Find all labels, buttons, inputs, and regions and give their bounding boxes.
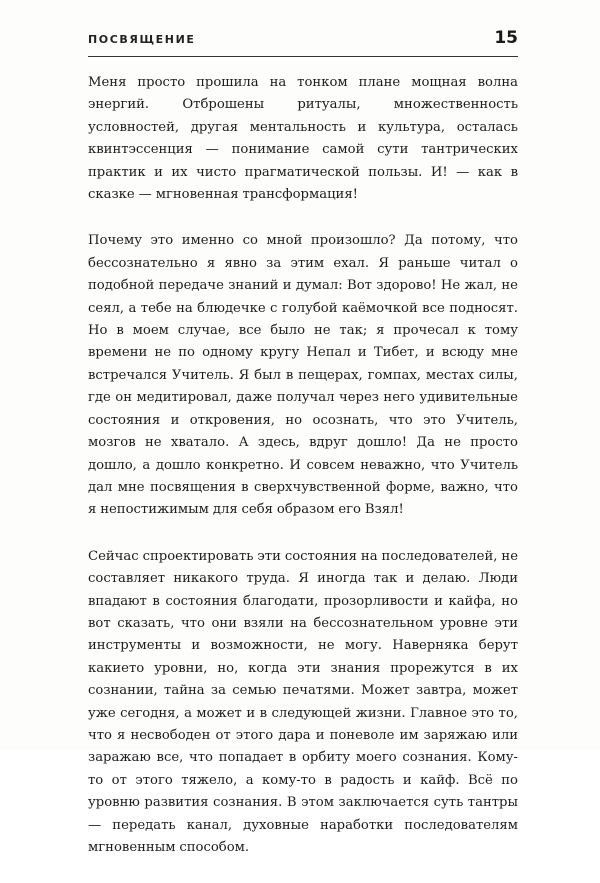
page-header [88,22,518,52]
paragraph: Почему это именно со мной произошло? Да потому, что бессознательно я явно за этим ехал. Я раньше читал о подобной передаче знаний и думал: Вот здорово! Не жал, не сеял, а тебе на блюдечке с голубой каёмочкой все подносят. Но в моем случае, все было не так; я прочесал к тому времени не по одному кругу Непал и Тибет, и всюду мне встречался Учитель. Я был в пещерах, гомпах, местах силы, где он медитировал, даже получал через него удивительные состояния и откровения, но осознать, что это Учитель, мозгов не хватало. А здесь, вдруг дошло! Да не просто дошло, а дошло конкретно. И совсем неважно, что Учитель дал мне посвящения в сверхчувственной форме, важно, что я непостижимым для себя образом его Взял! [88,233,518,518]
paragraph: Сейчас спроектировать эти состояния на последователей, не составляет никакого труда. Я иногда так и делаю. Люди впадают в состояния благодати, прозорливости и кайфа, но вот сказать, что они взяли на бессознательном уровне эти инструменты и возможности, не могу. Наверняка берут какието уровни, но, когда эти знания прорежутся в их сознании, тайна за семью печатями. Может завтра, может уже сегодня, а может и в следующей жизни. Главное это то, что я несвободен от этого дара и поневоле им заряжаю или заражаю все, что попадает в орбиту моего сознания. Кому-то от этого тяжело, а кому-то в радость и кайф. Всё по уровню развития сознания. В этом заключается суть тантры — передать канал, духовные наработки последователям мгновенным способом. [88,548,518,855]
running-title: ПОСВЯЩЕНИЕ [88,33,196,46]
page-number: 15 [494,28,518,48]
body-text [88,72,518,883]
header-rule [88,56,518,57]
paragraph: Меня просто прошила на тонком плане мощная волна энергий. Отброшены ритуалы, множественность условностей, другая ментальность и культура, осталась квинтэссенция — понимание самой сути тантрических практик и их чисто прагматической пользы. И! — как в сказке — мгновенная трансформация! [88,75,518,203]
